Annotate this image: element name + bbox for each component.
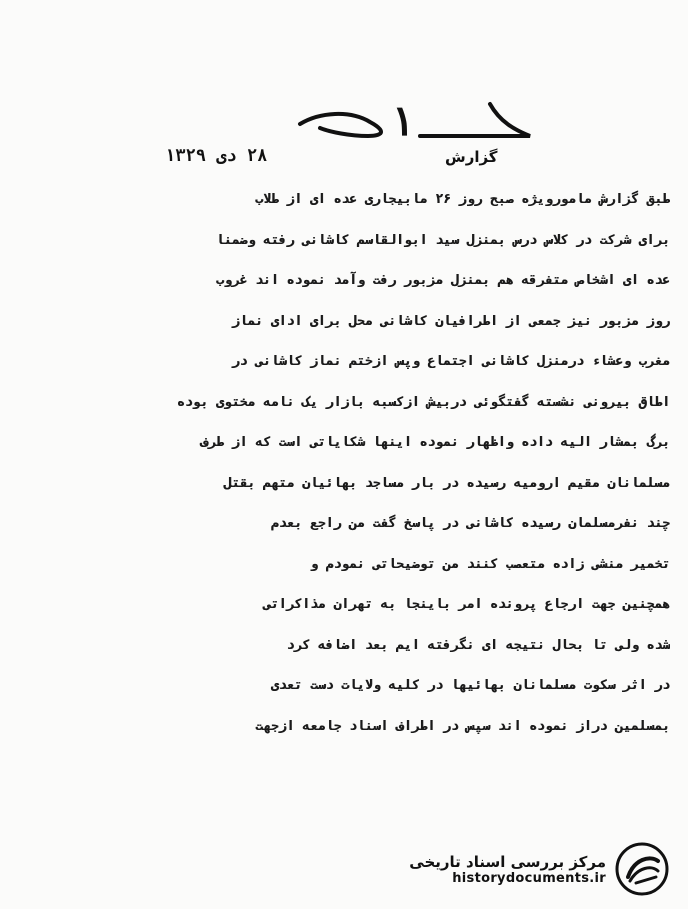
watermark-title: مرکز بررسی اسناد تاریخی [409,852,606,871]
body-line: عده ای اشخاص متفرقه هم بمنزل مزبور رفت وآمد نموده اند غروب [216,273,670,288]
body-line: بمسلمین دراز نموده اند سپس در اطراف اسناد جامعه ازجهت [255,718,670,734]
document-heading: گزارش [445,148,498,166]
body-line: برای شرکت در کلاس درس بمنزل سید ابوالقاسم کاشانی رفته وضمنا [216,232,670,248]
body-line: چند نفرمسلمان رسیده کاشانی در پاسخ گفت من راجع بعدم [270,516,670,531]
body-line: شده ولی تا بحال نتیجه ای نگرفته ایم بعد اضافه کرد [286,637,670,653]
body-line: اطاق بیرونی نشسته گفتگوئی دربیش ازکسبه بازار یک نامه مختوی بوده [176,394,670,410]
document-seal-icon [614,841,670,897]
watermark-url[interactable]: historydocuments.ir [452,870,606,886]
body-line: تخمیر منشی زاده متعصب کنند من توضیحاتی نمودم و [309,556,670,572]
body-line: برگ بمشار الیه داده واظهار نموده اینها شکایاتی است که از طرف [200,435,670,450]
body-line: طبق گزارش مامورویژه صبح روز ۲۶ مابیجاری عده ای از طلاب [255,192,670,207]
body-line: مسلمانان مقیم ارومیه رسیده در بار مساجد بهائیان متهم بقتل [223,475,670,491]
header-scribble-mark [290,92,540,152]
document-body [40,180,670,747]
page-number: ۱ [392,96,415,145]
body-line: همچنین جهت ارجاع پرونده امر باینجا به تهران مذاکراتی [263,597,670,612]
watermark-logo [409,841,670,897]
document-date: ۲۸ دی ۱۳۲۹ [165,146,268,166]
body-line: در اثر سکوت مسلمانان بهائیها در کلیه ولایات دست تعدی [270,678,670,693]
body-line: مغرب وعشاء درمنزل کاشانی اجتماع وپس ازختم نماز کاشانی در [231,354,670,369]
body-line: روز مزبور نیز جمعی از اطرافیان کاشانی محل برای ادای نماز [231,313,670,329]
